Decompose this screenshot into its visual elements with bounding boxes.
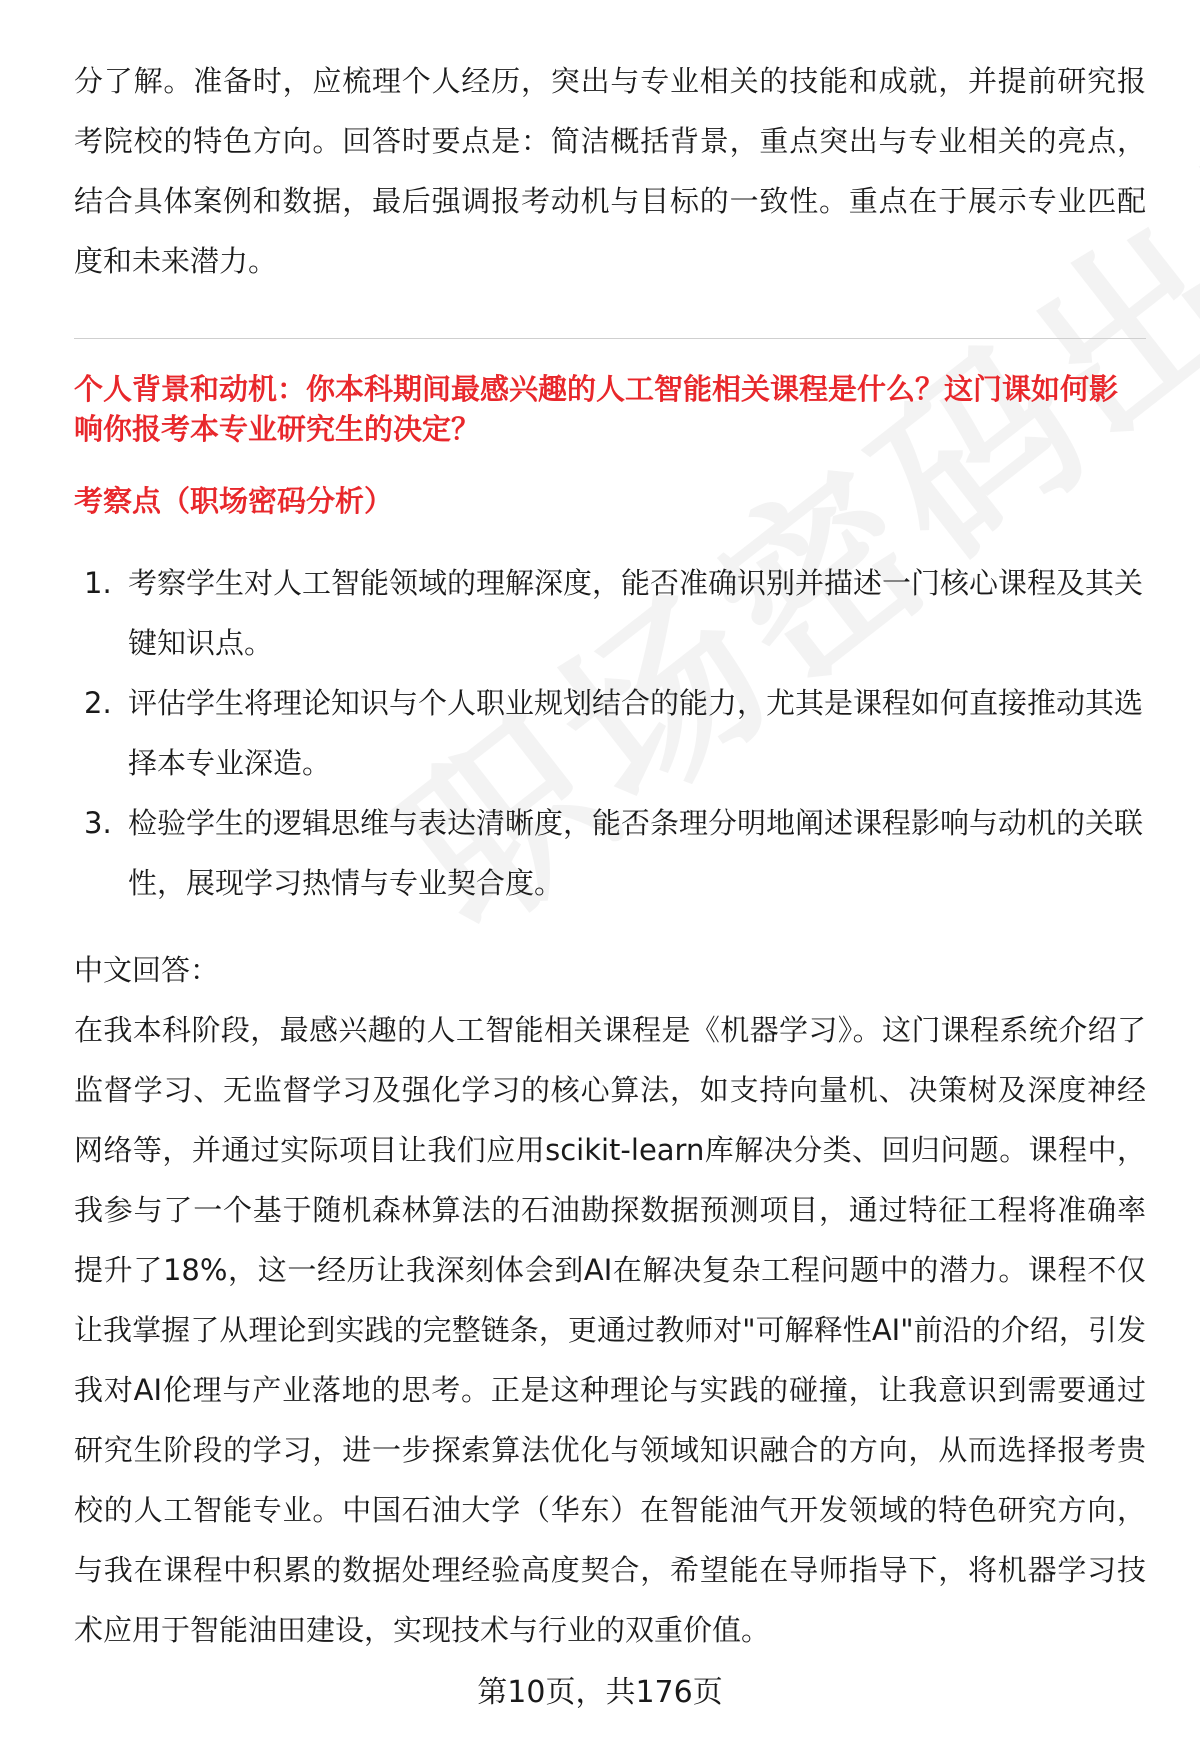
- answer-paragraph: 在我本科阶段，最感兴趣的人工智能相关课程是《机器学习》。这门课程系统介绍了监督学习、无监督学习及强化学习的核心算法，如支持向量机、决策树及深度神经网络等，并通过实际项目让我们应用scikit-learn库解决分类、回归问题。课程中，我参与了一个基于随机森林算法的石油勘探数据预测项目，通过特征工程将准确率提升了18%，这一经历让我深刻体会到AI在解决复杂工程问题中的潜力。课程不仅让我掌握了从理论到实践的完整链条，更通过教师对"可解释性AI"前沿的介绍，引发我对AI伦理与产业落地的思考。正是这种理论与实践的碰撞，让我意识到需要通过研究生阶段的学习，进一步探索算法优化与领域知识融合的方向，从而选择报考贵校的人工智能专业。中国石油大学（华东）在智能油气开发领域的特色研究方向，与我在课程中积累的数据处理经验高度契合，希望能在导师指导下，将机器学习技术应用于智能油田建设，实现技术与行业的双重价值。: [74, 1013, 1146, 1647]
- assessment-heading: 考察点（职场密码分析）: [74, 484, 394, 518]
- list-item-number: 2.: [84, 686, 112, 720]
- page-number-footer: 第10页，共176页: [477, 1675, 723, 1710]
- list-item: [74, 673, 1146, 793]
- assessment-list: [74, 553, 1146, 913]
- list-item: [74, 793, 1146, 913]
- answer-label: 中文回答：: [74, 953, 220, 987]
- list-item-number: 1.: [84, 566, 112, 600]
- list-item-text: 考察学生对人工智能领域的理解深度，能否准确识别并描述一门核心课程及其关键知识点。: [128, 566, 1144, 660]
- list-item-number: 3.: [84, 806, 112, 840]
- intro-paragraph: 分了解。准备时，应梳理个人经历，突出与专业相关的技能和成就，并提前研究报考院校的特色方向。回答时要点是：简洁概括背景，重点突出与专业相关的亮点，结合具体案例和数据，最后强调报考动机与目标的一致性。重点在于展示专业匹配度和未来潜力。: [74, 64, 1146, 278]
- question-heading: 个人背景和动机：你本科期间最感兴趣的人工智能相关课程是什么？这门课如何影响你报考本专业研究生的决定？: [74, 372, 1119, 446]
- list-item-text: 检验学生的逻辑思维与表达清晰度，能否条理分明地阐述课程影响与动机的关联性，展现学习热情与专业契合度。: [128, 806, 1144, 900]
- list-item: [74, 553, 1146, 673]
- list-item-text: 评估学生将理论知识与个人职业规划结合的能力，尤其是课程如何直接推动其选择本专业深造。: [128, 686, 1144, 780]
- section-divider: [74, 338, 1146, 339]
